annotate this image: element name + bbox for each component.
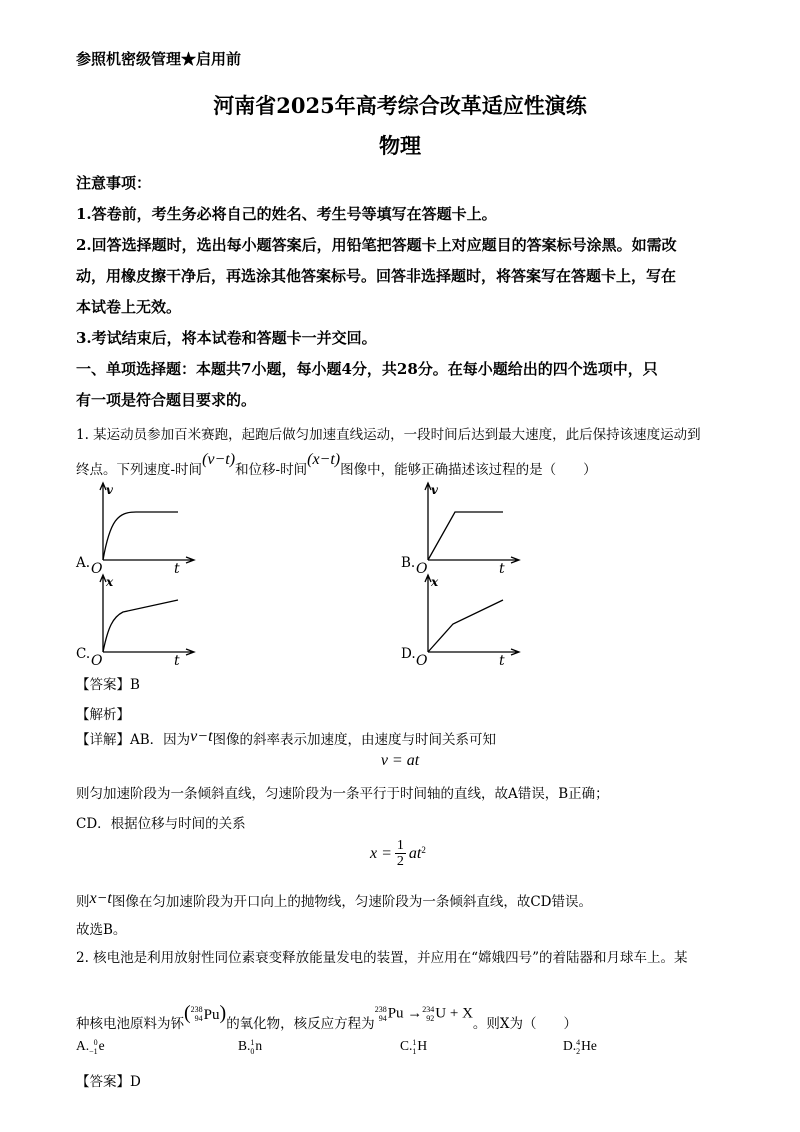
- text: 的氧化物，核反应方程为: [226, 1015, 375, 1032]
- option-label: C.: [400, 1038, 413, 1054]
- axis-label-v: v: [106, 483, 113, 497]
- symbol: H: [417, 1038, 428, 1054]
- mass-number: 1: [250, 1038, 255, 1047]
- page-title: 河南省2025年高考综合改革适应性演练: [213, 93, 587, 118]
- option-d-label: D.: [401, 646, 416, 662]
- vt-expr: v−t: [190, 728, 213, 745]
- axis-label-t: t: [174, 561, 180, 575]
- mass-number: 238: [190, 1005, 203, 1015]
- text: 图像在匀加速阶段为开口向上的抛物线，匀速阶段为一条倾斜直线，故CD错误。: [111, 894, 592, 910]
- symbol: Pu: [387, 1004, 404, 1021]
- numerator: 1: [396, 838, 404, 853]
- mass-number: 234: [422, 1004, 435, 1014]
- graph-c: [88, 572, 198, 667]
- option-a-label: A.: [76, 555, 91, 571]
- option-c-label: C.: [76, 646, 91, 662]
- option-label: A.: [76, 1038, 90, 1054]
- option-label: B.: [238, 1038, 251, 1054]
- q1-answer: 【答案】B: [76, 677, 140, 693]
- denominator: 2: [396, 854, 404, 869]
- q1-conclusion: 故选B。: [76, 922, 127, 938]
- symbol: Pu: [203, 1007, 220, 1023]
- symbol: U: [435, 1004, 447, 1021]
- origin-label: O: [416, 653, 428, 667]
- xt-expr: (x−t): [307, 451, 341, 468]
- graph-d: [413, 572, 523, 667]
- text: 。则X为（ ）: [472, 1015, 578, 1032]
- option-b-label: B.: [401, 555, 416, 571]
- q2-stem-cont: [76, 1002, 578, 1032]
- graph-b: [413, 480, 523, 575]
- q1-cd-conclusion: [76, 890, 592, 911]
- confidential-label: 参照机密级管理★启用前: [76, 50, 242, 68]
- xt-expr: x−t: [89, 890, 112, 907]
- equation-v-at: v = at: [380, 752, 420, 769]
- curve: [103, 600, 178, 652]
- q1-cd-intro: CD．根据位移与时间的关系: [76, 816, 246, 832]
- atomic-number: 94: [194, 1014, 203, 1024]
- axis-label-v: v: [431, 483, 438, 497]
- exponent: 2: [421, 844, 426, 855]
- q2-options: [76, 1038, 597, 1056]
- pu-notation: ( 238 94 Pu): [184, 1002, 227, 1024]
- axis-label-x: x: [106, 575, 114, 589]
- text: 图像中，能够正确描述该过程的是（ ）: [340, 462, 597, 478]
- q1-ab-conclusion: 则匀加速阶段为一条倾斜直线，匀速阶段为一条平行于时间轴的直线，故A错误，B正确；: [76, 786, 609, 802]
- subject-title: 物理: [379, 133, 421, 158]
- atomic-number: 2: [576, 1047, 581, 1056]
- curve: [428, 512, 503, 560]
- equation-x: [370, 838, 426, 869]
- text: 则: [76, 894, 90, 910]
- atomic-number: 92: [426, 1013, 435, 1023]
- text: 图像的斜率表示加速度，由速度与时间关系可知: [212, 732, 497, 748]
- option-d: [563, 1038, 597, 1056]
- option-label: D.: [563, 1038, 577, 1054]
- text: 和位移-时间: [235, 462, 308, 478]
- axis-label-t: t: [499, 561, 505, 575]
- vt-expr: (v−t): [202, 451, 236, 468]
- text: x =: [370, 844, 392, 862]
- text: 【详解】AB．因为: [76, 732, 191, 748]
- note-item: 2.回答选择题时，选出每小题答案后，用铅笔把答题卡上对应题目的答案标号涂黑。如需改: [76, 236, 677, 254]
- note-item: 1.答卷前，考生务必将自己的姓名、考生号等填写在答题卡上。: [76, 205, 497, 223]
- arrow: →: [407, 1004, 423, 1021]
- mass-number: 1: [412, 1038, 417, 1047]
- text: at: [408, 844, 422, 862]
- text: + X: [449, 1004, 473, 1021]
- symbol: He: [581, 1038, 597, 1054]
- axis-label-t: t: [174, 653, 180, 667]
- option-b: [238, 1038, 400, 1056]
- mass-number: 0: [93, 1038, 98, 1047]
- text: 种核电池原料为钚: [76, 1015, 184, 1032]
- fraction: [395, 838, 406, 869]
- axis-label-t: t: [499, 653, 505, 667]
- atomic-number: 1: [412, 1047, 417, 1056]
- q1-detail: [76, 728, 496, 749]
- atomic-number: 0: [250, 1047, 255, 1056]
- option-a: [76, 1038, 238, 1056]
- q1-stem-cont: [76, 451, 597, 479]
- graph-a: [88, 480, 198, 575]
- atomic-number: 94: [378, 1013, 387, 1023]
- symbol: n: [255, 1038, 263, 1054]
- curve: [103, 512, 178, 560]
- atomic-number: −1: [89, 1047, 98, 1056]
- origin-label: O: [91, 561, 103, 575]
- origin-label: O: [416, 561, 428, 575]
- axis-label-x: x: [431, 575, 439, 589]
- mass-number: 238: [374, 1004, 387, 1014]
- q2-stem: 2. 核电池是利用放射性同位素衰变释放能量发电的装置，并应用在“嫦娥四号”的着陆器和月球车上。某: [76, 950, 688, 966]
- text: 终点。下列速度-时间: [76, 462, 203, 478]
- option-c: [400, 1038, 563, 1056]
- q2-answer: 【答案】D: [76, 1074, 141, 1090]
- note-item: 动，用橡皮擦干净后，再选涂其他答案标号。回答非选择题时，将答案写在答题卡上，写在: [76, 267, 677, 285]
- note-item: 本试卷上无效。: [76, 298, 182, 316]
- symbol: e: [98, 1038, 105, 1054]
- origin-label: O: [91, 653, 103, 667]
- section-heading-cont: 有一项是符合题目要求的。: [76, 391, 257, 409]
- notes-heading: 注意事项：: [76, 174, 152, 192]
- mass-number: 4: [576, 1038, 581, 1047]
- curve: [428, 600, 503, 652]
- q1-analysis: 【解析】: [76, 707, 130, 723]
- reaction-equation: [375, 1005, 473, 1023]
- section-heading: 一、单项选择题：本题共7小题，每小题4分，共28分。在每小题给出的四个选项中，只: [76, 360, 658, 378]
- note-item: 3.考试结束后，将本试卷和答题卡一并交回。: [76, 329, 377, 347]
- q1-stem: 1. 某运动员参加百米赛跑，起跑后做匀加速直线运动，一段时间后达到最大速度，此后保持该速度运动到: [76, 427, 701, 443]
